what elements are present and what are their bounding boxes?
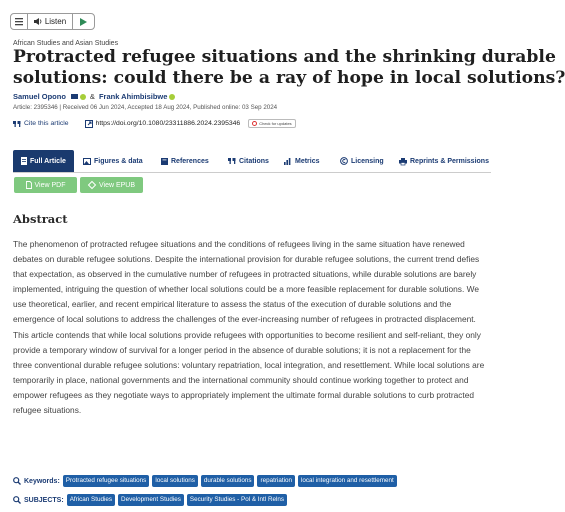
orcid-icon[interactable] <box>169 94 175 100</box>
article-title <box>13 47 565 89</box>
external-link-icon <box>85 120 93 128</box>
play-icon <box>80 18 87 26</box>
tab-label: Citations <box>239 157 269 165</box>
abstract-body: The phenomenon of protracted refugee situations and the conditions of refugees living in the same situation have renewed debates on durable refugee solutions. Despite the international provision for durable refugee solutions, the current trend defies that expectation, as observed in the cumulative number of refugees in protracted situations, while durable solutions are barely implemented, intriguing the question of whether local solutions could be a more feasible replacement for durable solutions. We use theoretical, earlier, and recent empirical literature to assess the status of the execution of durable solutions and the emergence of local solutions to address the challenges of the ever-increasing number of refugees in protracted displacement. This article contends that while local solutions provide refugees with opportunities to become resilient and self-reliant, they only provide a temporary window of survival for a longer period in the absence of durable solutions; it is not a replacement for the three conventional durable refugee solutions: voluntary repatriation, local integration, and resettlement. While local solutions are temporarily in place, national governments and the international community should continue working together to protect and empower refugees as they negotiate ways to appropriately implement the ultimate formal durable solutions to curb protracted refugee situations. <box>13 239 485 416</box>
keyword-pill[interactable]: durable solutions <box>201 475 255 487</box>
article-meta: Article: 2395346 | Received 06 Jun 2024, Accepted 18 Aug 2024, Published online: 03 Sep 2024 <box>13 104 278 111</box>
doi-label: https://doi.org/10.1080/23311886.2024.2395346 <box>95 120 241 127</box>
tab-label: Figures & data <box>94 157 143 165</box>
search-icon <box>13 496 21 504</box>
keyword-pill[interactable]: local integration and resettlement <box>298 475 397 487</box>
title-line-1: Protracted refugee situations and the shrinking durable <box>13 47 556 67</box>
article-links <box>13 119 296 128</box>
journal-section: African Studies and Asian Studies <box>13 40 119 47</box>
keywords-label: Keywords: <box>24 477 60 485</box>
subject-pill[interactable]: Development Studies <box>118 494 184 506</box>
author-list <box>13 92 175 101</box>
bar-chart-icon <box>284 158 292 165</box>
quote-icon <box>228 158 236 164</box>
tab-label: Licensing <box>351 157 384 165</box>
listen-label: Listen <box>44 17 67 26</box>
tab-label: Reprints & Permissions <box>410 157 489 165</box>
printer-icon <box>399 158 407 165</box>
title-line-2: solutions: could there be a ray of hope in local solutions? <box>13 68 565 88</box>
view-pdf-button[interactable] <box>14 177 77 193</box>
tab-label: References <box>171 157 209 165</box>
check-label: Check for updates <box>259 121 292 126</box>
keyword-pill[interactable]: repatriation <box>257 475 295 487</box>
subjects-row <box>13 494 290 506</box>
article-tabs <box>13 150 493 172</box>
keyword-pill[interactable]: local solutions <box>152 475 198 487</box>
document-icon <box>21 157 27 165</box>
hamburger-icon <box>15 18 23 25</box>
listen-button[interactable] <box>28 13 72 30</box>
menu-button[interactable] <box>10 13 28 30</box>
search-icon <box>13 477 21 485</box>
view-pdf-label: View PDF <box>34 181 66 189</box>
tab-reprints[interactable] <box>399 150 489 172</box>
audio-toolbar <box>10 13 95 30</box>
view-epub-label: View EPUB <box>98 181 136 189</box>
view-epub-button[interactable] <box>80 177 143 193</box>
epub-icon <box>88 181 96 189</box>
author-link[interactable]: Samuel Opono <box>13 92 66 101</box>
book-icon <box>161 158 168 165</box>
tab-metrics[interactable] <box>284 150 320 172</box>
tab-references[interactable] <box>161 150 209 172</box>
tab-licensing[interactable] <box>340 150 384 172</box>
tabs-divider <box>13 172 491 173</box>
keywords-row <box>13 475 400 487</box>
email-icon[interactable] <box>71 94 78 99</box>
tab-citations[interactable] <box>228 150 269 172</box>
image-icon <box>83 158 91 165</box>
orcid-icon[interactable] <box>80 94 86 100</box>
tab-figures-data[interactable] <box>83 150 143 172</box>
pdf-icon <box>26 181 32 189</box>
tab-label: Metrics <box>295 157 320 165</box>
subject-pill[interactable]: African Studies <box>67 494 115 506</box>
keywords-label-wrap <box>13 477 60 485</box>
abstract-heading: Abstract <box>13 212 68 226</box>
author-link[interactable]: Frank Ahimbisibwe <box>98 92 168 101</box>
subjects-label: SUBJECTS: <box>24 496 64 504</box>
play-button[interactable] <box>72 13 95 30</box>
author-separator: & <box>89 92 95 101</box>
cite-label: Cite this article <box>24 120 69 127</box>
subjects-label-wrap <box>13 496 64 504</box>
tab-full-article[interactable] <box>13 150 74 172</box>
copyright-icon <box>340 157 348 165</box>
tab-label: Full Article <box>30 157 66 165</box>
quote-icon <box>13 121 21 127</box>
subject-pill[interactable]: Security Studies - Pol & Intl Relns <box>187 494 287 506</box>
keyword-pill[interactable]: Protracted refugee situations <box>63 475 150 487</box>
doi-link[interactable] <box>85 120 241 128</box>
cite-link[interactable] <box>13 120 69 127</box>
check-for-updates-badge[interactable] <box>248 119 295 128</box>
speaker-icon <box>34 18 42 25</box>
update-icon <box>252 121 257 126</box>
